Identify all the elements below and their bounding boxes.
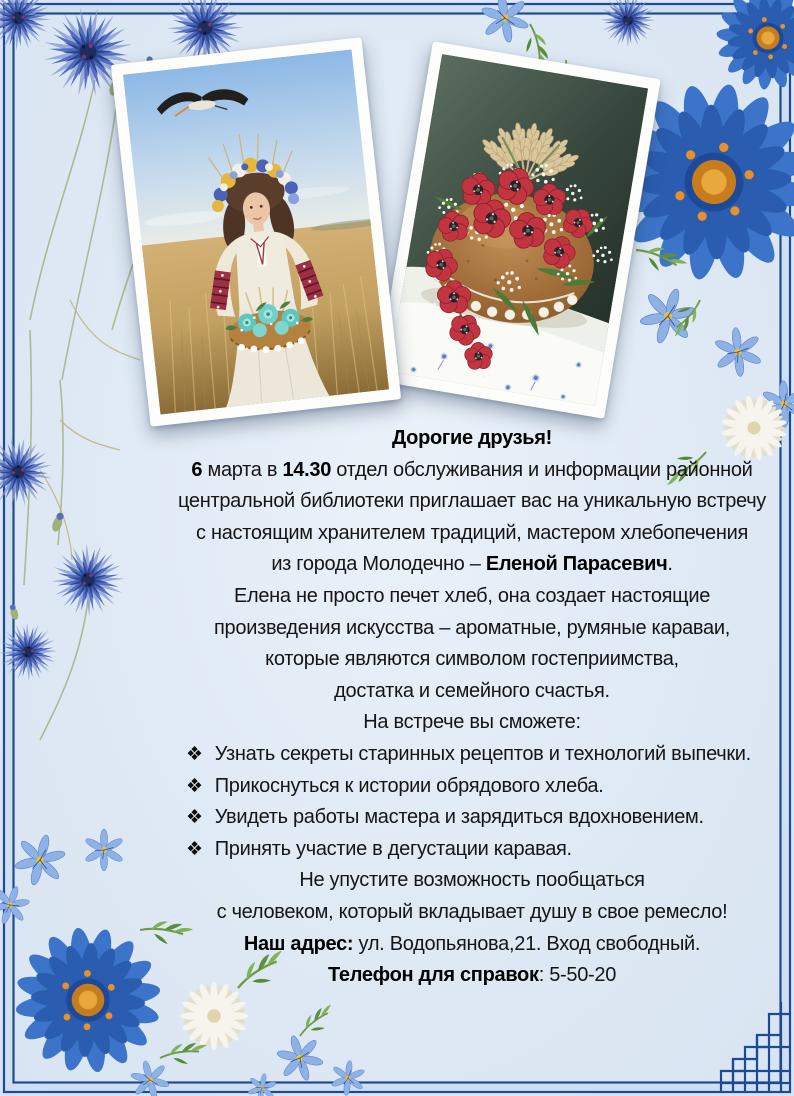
text-line: с настоящим хранителем традиций, мастером хлебопечения [196, 521, 748, 544]
diamond-bullet-icon: ❖ [186, 743, 203, 765]
text-line: Наш адрес: ул. Водопьянова,21. Вход свободный. [243, 932, 701, 955]
diamond-bullet-icon: ❖ [186, 775, 203, 797]
text-line: Дорогие друзья! [391, 427, 553, 449]
text-line: Телефон для справок: 5-50-20 [327, 964, 617, 987]
bullet-line: ❖ Узнать секреты старинных рецептов и технологий выпечки. [152, 739, 792, 771]
text-line: центральной библиотеки приглашает вас на уникальную встречу [177, 490, 767, 513]
text-line: произведения искусства – ароматные, румяные караваи, [214, 616, 730, 639]
text-line: Елена не просто печет хлеб, она создает настоящие [233, 584, 711, 607]
body-text [152, 423, 792, 992]
text-line: 6 марта в 14.30 отдел обслуживания и информации районной [191, 458, 753, 481]
bullet-line: ❖ Прикоснуться к истории обрядового хлеба. [152, 771, 792, 803]
text-line: На встрече вы сможете: [363, 711, 581, 734]
bullet-line: ❖ Увидеть работы мастера и зарядиться вдохновением. [152, 802, 792, 834]
text-line: достатка и семейного счастья. [334, 679, 610, 702]
text-line: из города Молодечно – Еленой Парасевич. [271, 553, 673, 576]
text-line: которые являются символом гостеприимства, [265, 648, 679, 671]
text-line: Не упустите возможность пообщаться [299, 869, 645, 892]
diamond-bullet-icon: ❖ [186, 807, 203, 829]
diamond-bullet-icon: ❖ [186, 838, 203, 860]
bullet-line: ❖ Принять участие в дегустации каравая. [152, 834, 792, 866]
text-line: с человеком, который вкладывает душу в свое ремесло! [216, 900, 728, 923]
photo-woman-wheat-field [111, 37, 401, 426]
